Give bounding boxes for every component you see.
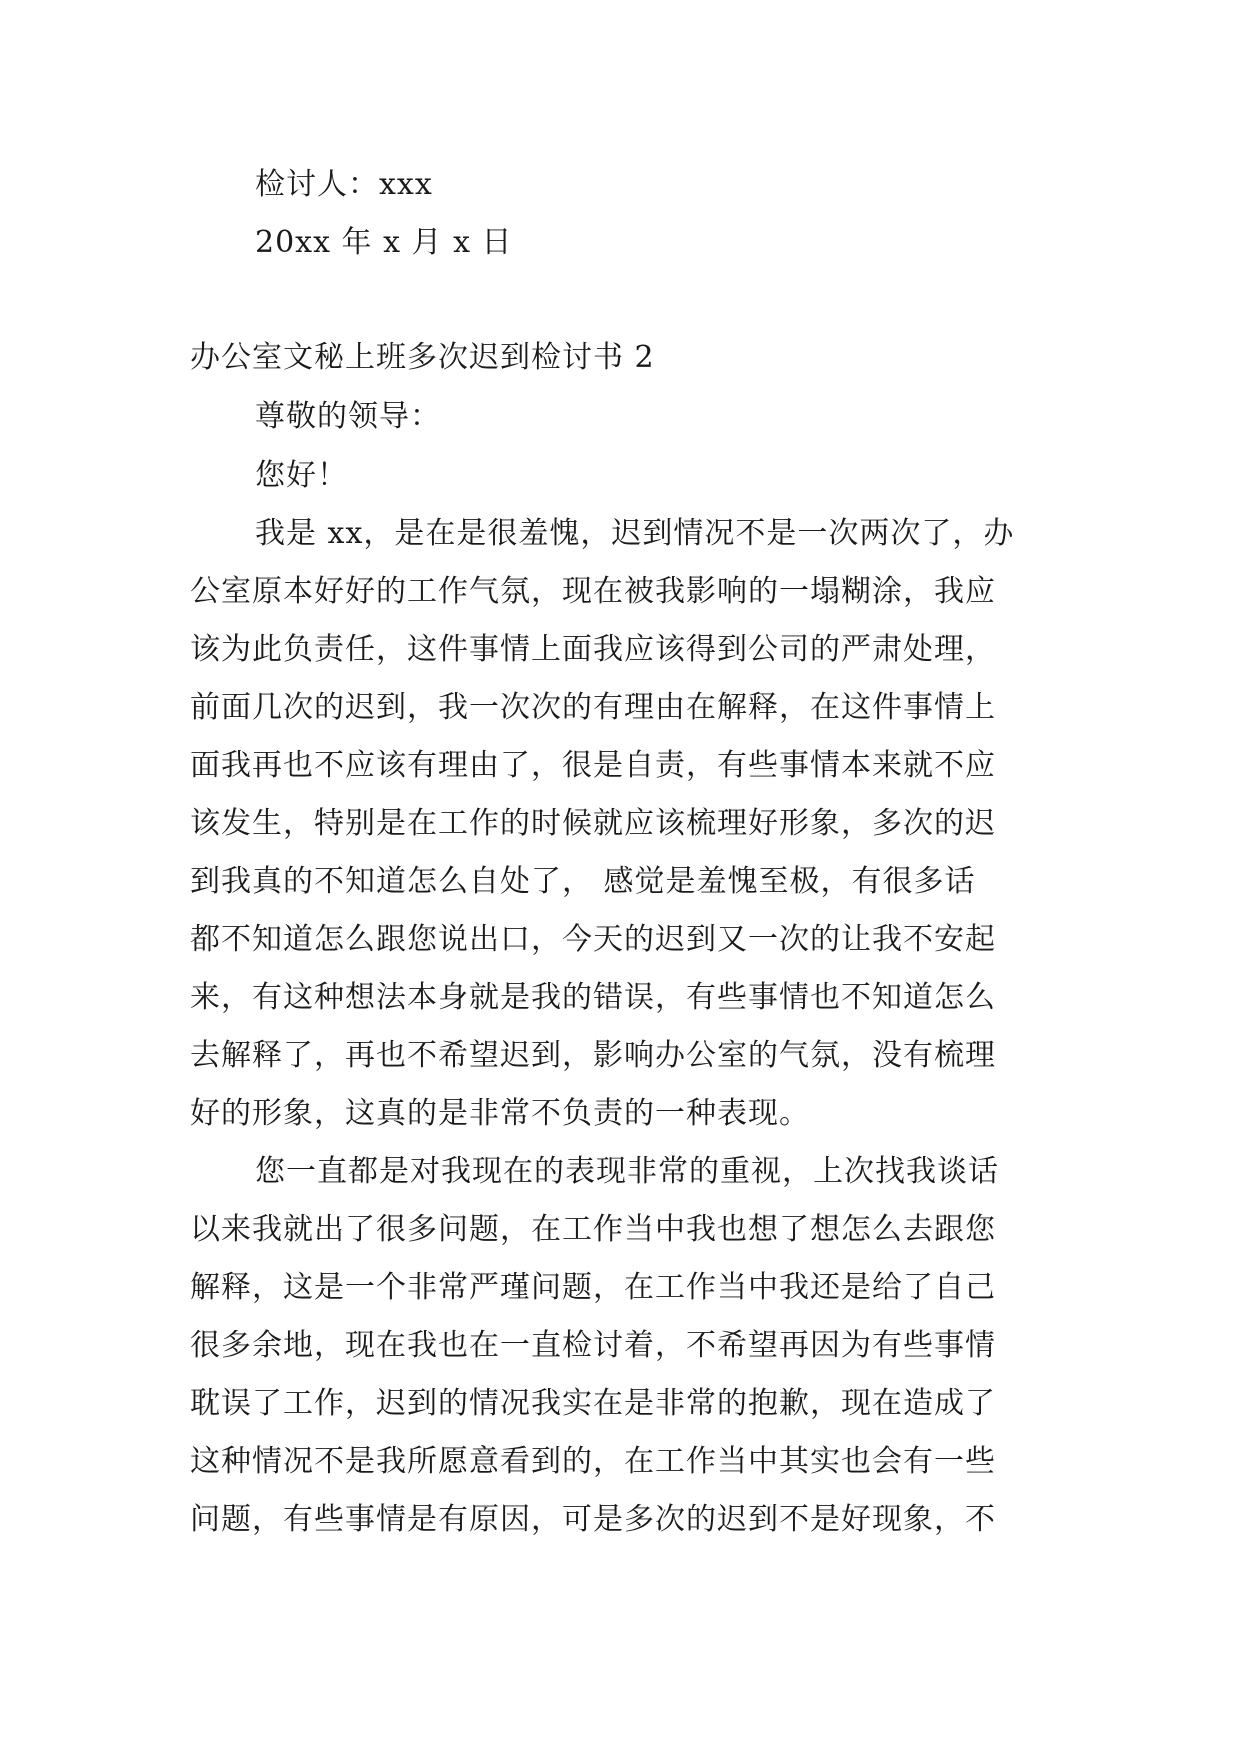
paragraph-line: 很多余地，现在我也在一直检讨着，不希望再因为有些事情: [190, 1328, 996, 1363]
paragraph-line: 去解释了，再也不希望迟到，影响办公室的气氛，没有梳理: [190, 1038, 996, 1073]
paragraph-line: 该发生，特别是在工作的时候就应该梳理好形象，多次的迟: [190, 806, 996, 841]
letter-greeting: 您好！: [255, 458, 348, 493]
paragraph-line: 问题，有些事情是有原因，可是多次的迟到不是好现象，不: [190, 1502, 996, 1537]
letter-salutation: 尊敬的领导：: [255, 399, 441, 434]
paragraph-line: 这种情况不是我所愿意看到的，在工作当中其实也会有一些: [190, 1444, 996, 1479]
paragraph-line: 我是 xx，是在是很羞愧，迟到情况不是一次两次了，办: [255, 516, 1015, 551]
paragraph-line: 耽误了工作，迟到的情况我实在是非常的抱歉，现在造成了: [190, 1386, 996, 1421]
paragraph-line: 来，有这种想法本身就是我的错误，有些事情也不知道怎么: [190, 980, 996, 1015]
paragraph-line: 以来我就出了很多问题，在工作当中我也想了想怎么去跟您: [190, 1212, 996, 1247]
paragraph-line: 前面几次的迟到，我一次次的有理由在解释，在这件事情上: [190, 690, 996, 725]
signature-date: 20xx 年 x 月 x 日: [255, 225, 513, 260]
paragraph-line: 到我真的不知道怎么自处了， 感觉是羞愧至极，有很多话: [190, 864, 976, 899]
paragraph-line: 面我再也不应该有理由了，很是自责，有些事情本来就不应: [190, 748, 996, 783]
signature-name: 检讨人：xxx: [255, 167, 433, 202]
paragraph-line: 解释，这是一个非常严瑾问题，在工作当中我还是给了自己: [190, 1270, 996, 1305]
paragraph-line: 该为此负责任，这件事情上面我应该得到公司的严肃处理，: [190, 632, 996, 667]
paragraph-line: 您一直都是对我现在的表现非常的重视，上次找我谈话: [255, 1154, 999, 1189]
paragraph-line: 好的形象，这真的是非常不负责的一种表现。: [190, 1096, 810, 1131]
paragraph-line: 公室原本好好的工作气氛，现在被我影响的一塌糊涂，我应: [190, 574, 996, 609]
letter-title: 办公室文秘上班多次迟到检讨书 2: [190, 340, 655, 375]
paragraph-line: 都不知道怎么跟您说出口，今天的迟到又一次的让我不安起: [190, 922, 996, 957]
